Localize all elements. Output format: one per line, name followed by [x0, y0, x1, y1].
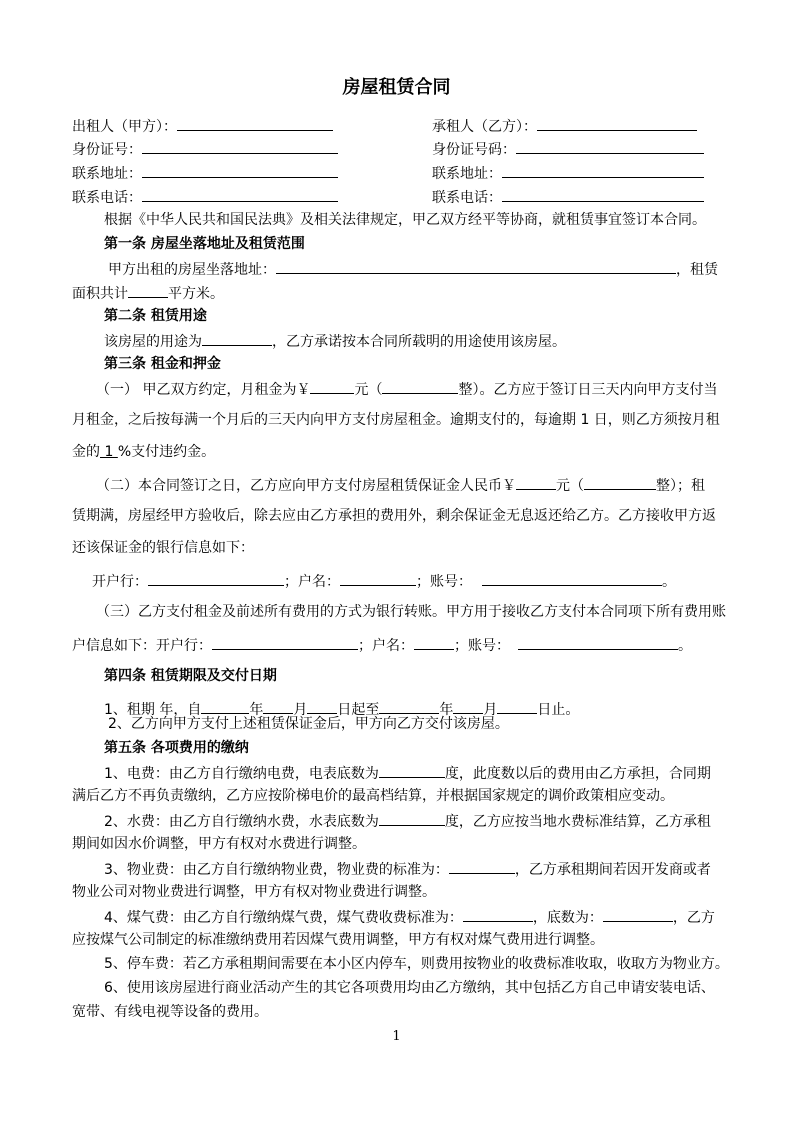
- property-fee-suffix: ，乙方承租期间若因开发商或者: [514, 862, 711, 878]
- start-day-blank[interactable]: [307, 698, 337, 714]
- gas-line-1: [104, 906, 715, 928]
- payment-bank-blank[interactable]: [212, 634, 358, 650]
- bank-label: 开户行：: [92, 574, 148, 590]
- area-blank[interactable]: [128, 282, 168, 298]
- lessee-label: 承租人（乙方）：: [432, 119, 537, 135]
- lessor-line: [72, 115, 333, 137]
- article-3-para-1-line-1: [96, 378, 717, 400]
- rent-suffix: 整）。乙方应于签订日三天内向甲方支付当: [458, 382, 718, 398]
- lessor-address-label: 联系地址：: [72, 166, 142, 182]
- penalty-suffix: %支付违约金。: [117, 444, 216, 460]
- purpose-blank[interactable]: [202, 330, 272, 346]
- article-5-heading: 第五条 各项费用的缴纳: [104, 740, 249, 756]
- start-month-unit: 月: [293, 702, 308, 718]
- handover-line: 2、乙方向甲方支付上述租赁保证金后，甲方向乙方交付该房屋。: [108, 716, 509, 732]
- account-name-label: ；户名：: [284, 574, 340, 590]
- gas-suffix: ，乙方: [672, 910, 715, 926]
- article-1-line-2: [72, 282, 224, 304]
- purpose-suffix: ，乙方承诺按本合同所载明的用途使用该房屋。: [272, 334, 566, 350]
- deposit-bank-line: [92, 570, 676, 592]
- article-3-para-2-line-2: 赁期满，房屋经甲方验收后，除去应由乙方承担的费用外，剩余保证金无息返还给乙方。乙方接收甲方返: [72, 508, 716, 524]
- purpose-label: 该房屋的用途为: [104, 334, 202, 350]
- rent-label: （一） 甲乙双方约定，月租金为￥: [96, 382, 311, 398]
- electricity-reading-blank[interactable]: [379, 762, 445, 778]
- lessor-phone-blank[interactable]: [142, 186, 338, 202]
- gas-line-2: 应按煤气公司制定的标准缴纳费用若因煤气费用调整，甲方有权对煤气费用进行调整。: [72, 932, 604, 948]
- payment-bank-label: 户信息如下：开户行：: [72, 638, 212, 654]
- gas-reading-blank[interactable]: [603, 906, 673, 922]
- property-fee-label: 3、物业费：由乙方自行缴纳物业费，物业费的标准为：: [104, 862, 449, 878]
- payment-line-end: 。: [678, 638, 692, 654]
- account-number-label: ；账号：: [416, 574, 472, 590]
- deposit-account-name-blank[interactable]: [340, 570, 416, 586]
- address-suffix: ，租赁: [676, 262, 718, 278]
- water-label: 2、水费：由乙方自行缴纳水费，水表底数为: [104, 814, 379, 830]
- bank-line-end: 。: [662, 574, 676, 590]
- deposit-bank-blank[interactable]: [148, 570, 284, 586]
- payment-account-number-blank[interactable]: [518, 634, 678, 650]
- lessor-id-blank[interactable]: [142, 138, 338, 154]
- gas-reading-label: ，底数为：: [532, 910, 603, 926]
- start-month-blank[interactable]: [263, 698, 293, 714]
- payment-account-name-label: ；户名：: [358, 638, 414, 654]
- article-3-para-2-line-1: [96, 474, 705, 496]
- rent-yuan: 元（: [354, 382, 383, 398]
- lessee-phone-blank[interactable]: [502, 186, 704, 202]
- electricity-suffix: 度，此度数以后的费用由乙方承担，合同期: [444, 766, 711, 782]
- lessee-id-label: 身份证号码：: [432, 142, 516, 158]
- end-day-suffix: 日止。: [537, 702, 580, 718]
- article-2-line-1: [104, 330, 566, 352]
- parking-line: 5、停车费：若乙方承租期间需要在本小区内停车，则费用按物业的收费标准收取，收取方为物业方。: [104, 956, 729, 972]
- payment-account-number-label: ；账号：: [454, 638, 510, 654]
- water-line-1: [104, 810, 711, 832]
- lessor-blank[interactable]: [177, 115, 333, 131]
- lessee-line: [432, 115, 697, 137]
- penalty-rate: 1: [100, 444, 118, 460]
- lessee-phone-label: 联系电话：: [432, 190, 502, 206]
- end-day-blank[interactable]: [497, 698, 537, 714]
- deposit-amount-blank[interactable]: [516, 474, 556, 490]
- lessee-address-line: [432, 162, 704, 184]
- electricity-label: 1、电费：由乙方自行缴纳电费，电表底数为: [104, 766, 379, 782]
- other-fees-line-2: 宽带、有线电视等设备的费用。: [72, 1004, 268, 1020]
- article-1-heading: 第一条 房屋坐落地址及租赁范围: [104, 236, 305, 252]
- property-address-blank[interactable]: [276, 258, 676, 274]
- lessee-address-blank[interactable]: [502, 162, 704, 178]
- term-label: 1、租期 年，自: [104, 702, 202, 718]
- address-label: 甲方出租的房屋坐落地址：: [108, 262, 276, 278]
- deposit-suffix: 整）；租: [656, 478, 705, 494]
- lessee-blank[interactable]: [537, 115, 697, 131]
- article-4-heading: 第四条 租赁期限及交付日期: [104, 668, 277, 684]
- article-3-para-1-line-3: [72, 442, 215, 462]
- rent-uppercase-blank[interactable]: [382, 378, 458, 394]
- end-month-unit: 月: [483, 702, 498, 718]
- lessor-address-line: [72, 162, 338, 184]
- lessor-address-blank[interactable]: [142, 162, 338, 178]
- article-2-heading: 第二条 租赁用途: [104, 308, 207, 324]
- article-3-para-1-line-2: 月租金，之后按每满一个月后的三天内向甲方支付房屋租金。逾期支付的，每逾期 1 日，则乙方须按月租: [72, 412, 720, 428]
- property-fee-line-1: [104, 858, 711, 880]
- payment-account-name-blank[interactable]: [414, 634, 454, 650]
- water-line-2: 期间如因水价调整，甲方有权对水费进行调整。: [72, 836, 366, 852]
- electricity-line-2: 满后乙方不再负责缴纳，乙方应按阶梯电价的最高档结算，并根据国家规定的调价政策相应变动。: [72, 788, 674, 804]
- end-month-blank[interactable]: [453, 698, 483, 714]
- article-3-para-3-line-2: [72, 634, 692, 656]
- lessor-phone-line: [72, 186, 338, 208]
- deposit-label: （二）本合同签订之日，乙方应向甲方支付房屋租赁保证金人民币￥: [96, 478, 516, 494]
- intro-paragraph: 根据《中华人民共和国民法典》及相关法律规定，甲乙双方经平等协商，就租赁事宜签订本合同。: [104, 212, 706, 228]
- start-year-unit: 年: [249, 702, 264, 718]
- penalty-label: 金的: [72, 444, 100, 460]
- deposit-uppercase-blank[interactable]: [584, 474, 656, 490]
- property-fee-standard-blank[interactable]: [449, 858, 515, 874]
- other-fees-line-1: 6、使用该房屋进行商业活动产生的其它各项费用均由乙方缴纳，其中包括乙方自己申请安装电话、: [104, 980, 715, 996]
- deposit-account-number-blank[interactable]: [482, 570, 662, 586]
- article-3-para-2-line-3: 还该保证金的银行信息如下：: [72, 540, 254, 556]
- lessor-id-line: [72, 138, 338, 160]
- water-reading-blank[interactable]: [379, 810, 445, 826]
- lessee-id-blank[interactable]: [516, 138, 704, 154]
- water-suffix: 度，乙方应按当地水费标准结算，乙方承租: [444, 814, 711, 830]
- area-label: 面积共计: [72, 286, 128, 302]
- article-1-line-1: [108, 258, 718, 280]
- article-3-heading: 第三条 租金和押金: [104, 356, 221, 372]
- area-unit: 平方米。: [168, 286, 224, 302]
- rent-amount-blank[interactable]: [310, 378, 354, 394]
- lessor-phone-label: 联系电话：: [72, 190, 142, 206]
- lessor-id-label: 身份证号：: [72, 142, 142, 158]
- end-year-blank[interactable]: [379, 698, 439, 714]
- electricity-line-1: [104, 762, 711, 784]
- deposit-yuan: 元（: [556, 478, 584, 494]
- lessee-id-line: [432, 138, 704, 160]
- gas-standard-blank[interactable]: [463, 906, 533, 922]
- lessee-phone-line: [432, 186, 704, 208]
- start-year-blank[interactable]: [201, 698, 249, 714]
- property-fee-line-2: 物业公司对物业费进行调整，甲方有权对物业费进行调整。: [72, 884, 436, 900]
- page-number: 1: [392, 1029, 401, 1044]
- lessee-address-label: 联系地址：: [432, 166, 502, 182]
- document-title: 房屋租赁合同: [342, 77, 451, 98]
- gas-label: 4、煤气费：由乙方自行缴纳煤气费，煤气费收费标准为：: [104, 910, 463, 926]
- end-year-unit: 年: [439, 702, 454, 718]
- article-3-para-3-line-1: （三）乙方支付租金及前述所有费用的方式为银行转账。甲方用于接收乙方支付本合同项下所有费用账: [96, 604, 726, 620]
- lessor-label: 出租人（甲方）：: [72, 119, 177, 135]
- until-label: 日起至: [337, 702, 380, 718]
